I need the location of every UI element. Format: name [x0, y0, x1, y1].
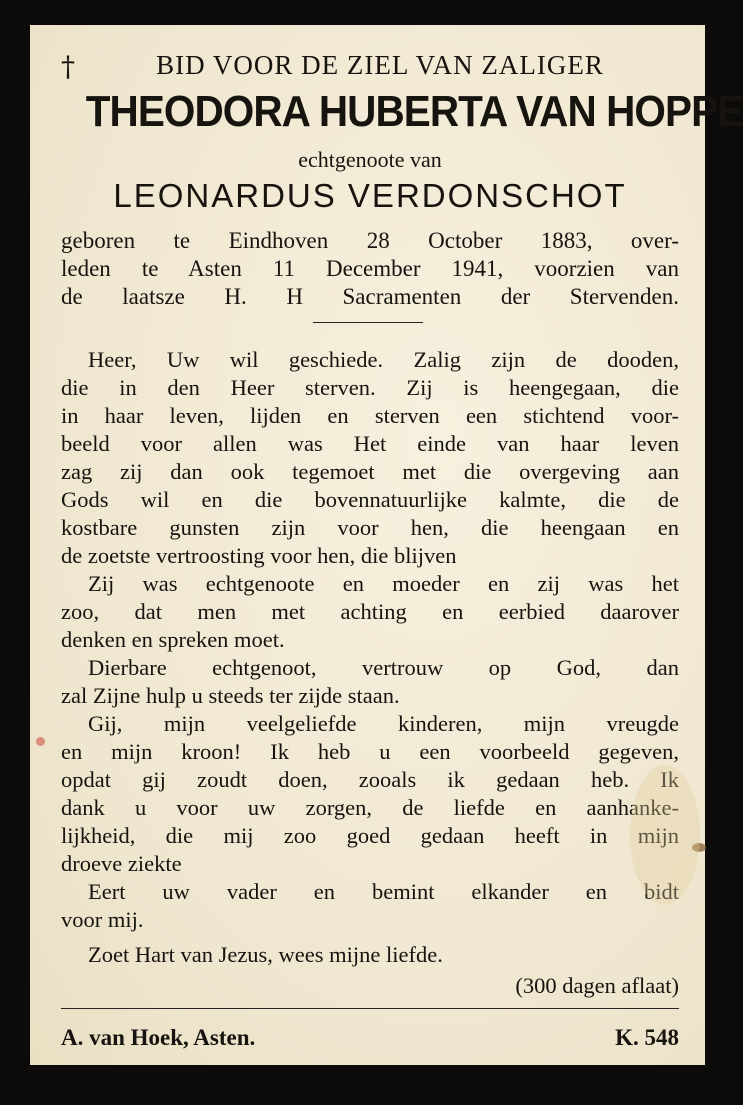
text-line: de zoetste vertroosting voor hen, die blijven [61, 543, 457, 568]
text-line: en mijn kroon! Ik heb u een voorbeeld gegeven, [61, 739, 679, 764]
text-line: Dierbare echtgenoot, vertrouw op God, dan [88, 655, 679, 680]
divider-short [313, 322, 423, 323]
text-line: zoo, dat men met achting en eerbied daarover [61, 599, 679, 624]
divider-long [61, 1008, 679, 1009]
relation-label: echtgenoote van [298, 147, 442, 172]
text-line: kostbare gunsten zijn voor hen, die heengaan en [61, 515, 679, 540]
text-line: opdat gij zoudt doen, zooals ik gedaan heb. Ik [61, 767, 679, 792]
text-line: in haar leven, lijden en sterven een stichtend voor- [61, 403, 679, 428]
card-code: K. 548 [615, 1025, 679, 1050]
text-line: beeld voor allen was Het einde van haar leven [61, 431, 679, 456]
text-line: Heer, Uw wil geschiede. Zalig zijn de dooden, [88, 347, 679, 372]
text-line: Eert uw vader en bemint elkander en bidt [88, 879, 679, 904]
text-line: Zij was echtgenoote en moeder en zij was het [88, 571, 679, 596]
prayer-header: BID VOOR DE ZIEL VAN ZALIGER [156, 50, 604, 80]
text-line: denken en spreken moet. [61, 627, 285, 652]
text-line: die in den Heer sterven. Zij is heengegaan, die [61, 375, 679, 400]
bio-line: geboren te Eindhoven 28 October 1883, over- [61, 228, 679, 253]
text-line: zal Zijne hulp u steeds ter zijde staan. [61, 683, 400, 708]
spouse-name: LEONARDUS VERDONSCHOT [113, 177, 627, 214]
memorial-card [30, 25, 743, 1065]
closing-prayer: Zoet Hart van Jezus, wees mijne liefde. [88, 942, 443, 967]
text-line: droeve ziekte [61, 851, 182, 876]
deceased-name: THEODORA HUBERTA VAN HOPPE [85, 87, 743, 136]
stain-mark [692, 843, 706, 852]
text-line: voor mij. [61, 907, 144, 932]
bio-line: de laatsze H. H Sacramenten der Stervenden. [61, 284, 679, 309]
text-line: Gij, mijn veelgeliefde kinderen, mijn vreugde [88, 711, 679, 736]
stain-mark [36, 737, 45, 746]
text-line: Gods wil en die bovennatuurlijke kalmte, die de [61, 487, 679, 512]
bio-line: leden te Asten 11 December 1941, voorzien van [61, 256, 679, 281]
indulgence-note: (300 dagen aflaat) [515, 973, 679, 998]
text-line: lijkheid, die mij zoo goed gedaan heeft in mijn [61, 823, 679, 848]
text-line: zag zij dan ook tegemoet met die overgeving aan [61, 459, 679, 484]
printer-credit: A. van Hoek, Asten. [61, 1025, 256, 1050]
text-line: dank u voor uw zorgen, de liefde en aanhanke- [61, 795, 679, 820]
cross-icon: † [61, 50, 75, 83]
